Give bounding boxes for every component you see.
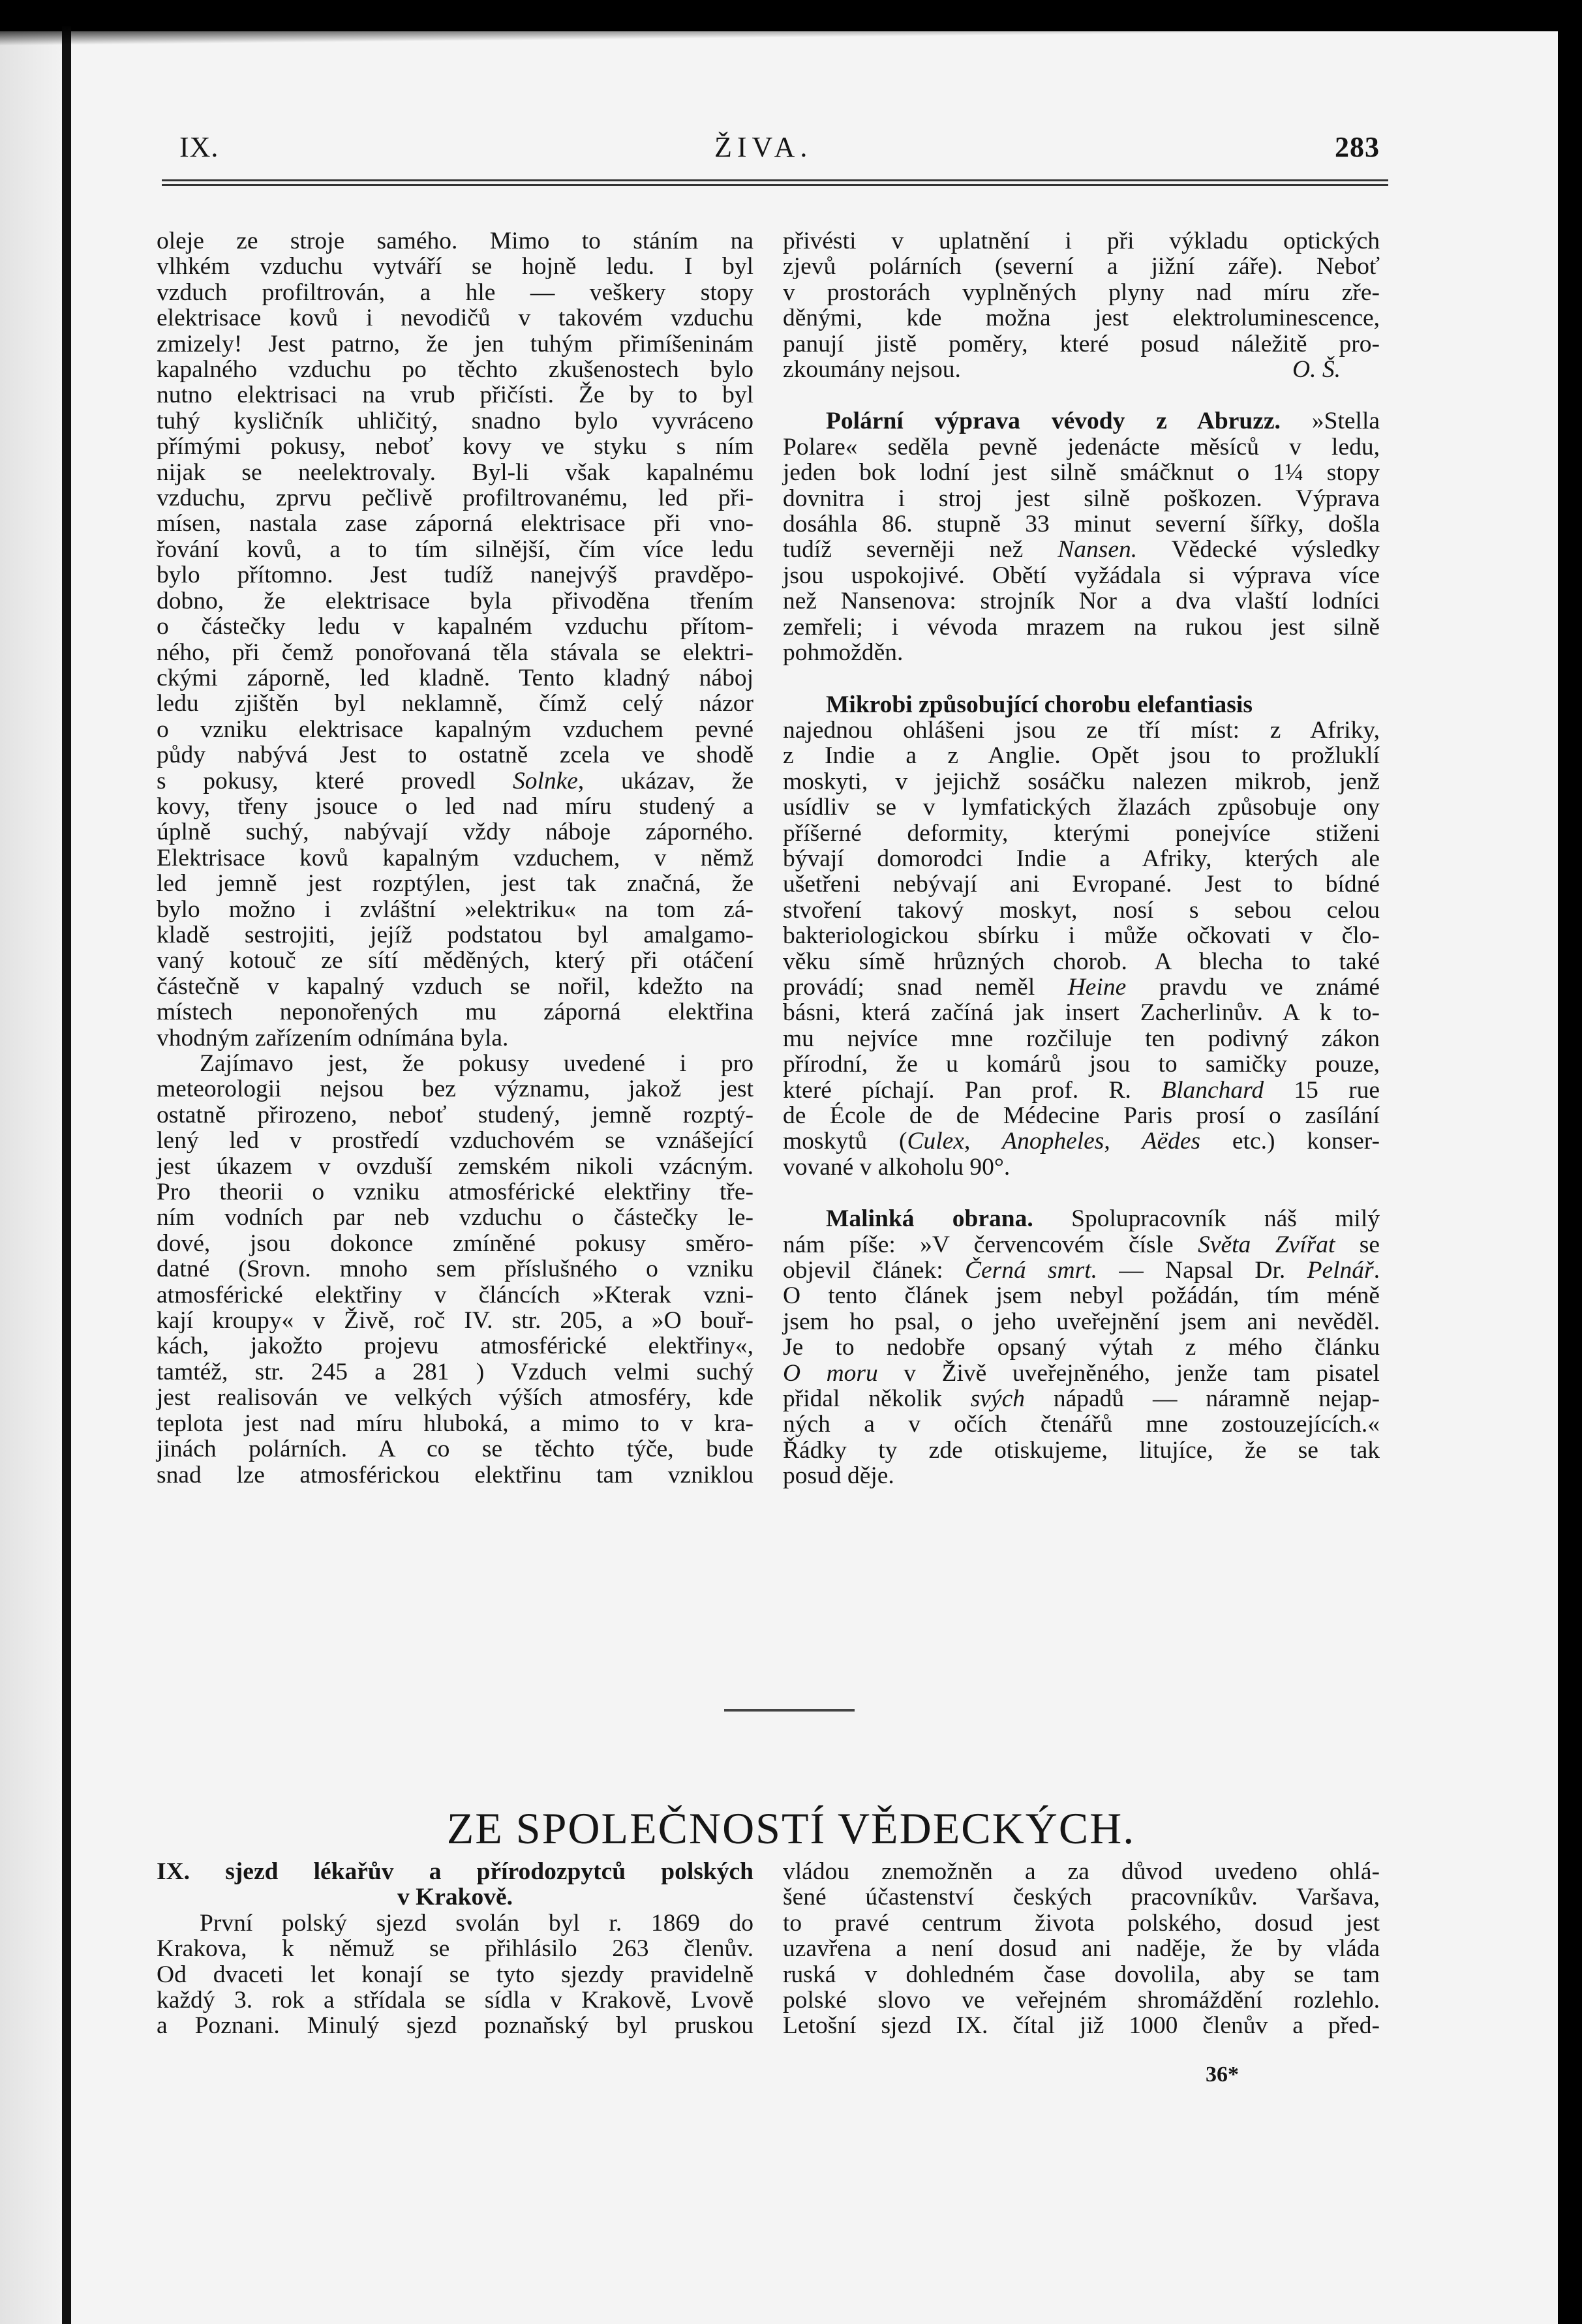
text-line: najednou ohlášeni jsou ze tří míst: z Afriky, <box>783 716 1380 744</box>
article-polar-expedition <box>783 408 1380 665</box>
text-line: Polare« seděla pevně jedenácte měsíců v ledu, <box>783 433 1380 460</box>
text-line: oleje ze stroje samého. Mimo to stáním na <box>157 228 753 254</box>
continuation-lines <box>783 228 1380 357</box>
text-line: led jemně jest rozptýlen, jest tak značná, že <box>157 870 753 898</box>
text-line: dosáhla 86. stupně 33 minut severní šířky, došla <box>783 511 1380 538</box>
text-line: bylo přítomno. Jest tudíž nanejvýš pravděpo- <box>157 562 753 589</box>
text-line: jest realisován ve velkých výších atmosféry, kde <box>157 1384 753 1411</box>
text-line: mísen, nastala zase záporná elektrisace při vno- <box>157 510 753 537</box>
volume-number: IX. <box>179 131 219 163</box>
text-line: ledu zjištěn byl neklamně, čímž celý názor <box>157 690 753 717</box>
text-line: ušetřeni nebývají ani Evropané. Jest to bídné <box>783 871 1380 898</box>
text-line: vzduch profiltrován, a hle — veškery stopy <box>157 279 753 306</box>
text-line: než Nansenova: strojník Nor a dva vlaští lodníci <box>783 588 1380 615</box>
text-line: Od dvaceti let konají se tyto sjezdy pravidelně <box>157 1961 753 1988</box>
text-line: de École de de Médecine Paris prosí o zasílání <box>783 1102 1380 1129</box>
text-line: z Indie a z Anglie. Opět jsou to prožluklí <box>783 742 1380 770</box>
text-line: jsem ho psal, o jeho uveřejnění jsem ani nevěděl. <box>783 1308 1380 1335</box>
text-line: datné (Srovn. mnoho sem příslušného o vzniku <box>157 1256 753 1283</box>
text-line: tudíž severněji než Nansen. Vědecké výsledky <box>783 536 1380 564</box>
section-heading: ZE SPOLEČNOSTÍ VĚDECKÝCH. <box>446 1803 1136 1854</box>
text-line: zjevů polárních (severní a jižní záře). Neboť <box>783 253 1380 280</box>
text-line: místech neponořených mu záporná elektřina <box>157 999 753 1026</box>
text-line: dovnitra i stroj jest silně poškozen. Výprava <box>783 485 1380 512</box>
text-line: Elektrisace kovů kapalným vzduchem, v němž <box>157 844 753 871</box>
text-line: přidal několik svých nápadů — náramně nejap- <box>783 1385 1380 1413</box>
text-line: teplota jest nad míru hluboká, a mimo to v kra- <box>157 1410 753 1437</box>
text-line: nijak se neelektrovaly. Byl-li však kapalnému <box>157 459 753 486</box>
text-line: úplně suchý, nabývají vždy náboje záporného. <box>157 819 753 846</box>
text-line: půdy nabývá Jest to ostatně zcela ve shodě <box>157 742 753 769</box>
text-line: zemřeli; i vévoda mrazem na rukou jest silně <box>783 613 1380 641</box>
text-line: tuhý kysličník uhličitý, snadno bylo vyvráceno <box>157 407 753 434</box>
text-line: vzduchu, zprvu pečlivě profiltrovanému, led při- <box>157 485 753 512</box>
text-line: přímými pokusy, neboť kovy ve styku s ním <box>157 433 753 460</box>
text-line: polské slovo ve veřejném shromáždění rozlehlo. <box>783 1987 1380 2014</box>
text-line: věku símě hrůzných chorob. A blecha to také <box>783 948 1380 975</box>
article-elephantiasis <box>783 692 1380 1181</box>
congress-article-right <box>783 1859 1380 2039</box>
text-line: kapalného vzduchu po těchto zkušenostech bylo <box>157 356 753 384</box>
text-line: které píchají. Pan prof. R. Blanchard 15 rue <box>783 1076 1380 1104</box>
left-column <box>157 228 753 1488</box>
text-line: elektrisace kovů i nevodičů v takovém vzduchu <box>157 305 753 332</box>
text-line: příšerné deformity, kterými ponejvíce stiženi <box>783 819 1380 847</box>
journal-title: ŽIVA. <box>714 131 813 163</box>
article-small-defense <box>783 1206 1380 1488</box>
text-line: uzavřena a není dosud ani naděje, že by vláda <box>783 1935 1380 1963</box>
article-title: Polární výprava vévody z Abruzz. <box>826 408 1281 435</box>
binding-gutter <box>0 31 62 2324</box>
text-line: řování kovů, a to tím silnější, čím více ledu <box>157 536 753 563</box>
text-line: kách, jakožto projevu atmosférické elektřiny«, <box>157 1333 753 1360</box>
text-line: mu nejvíce mne rozčiluje ten podivný zákon <box>783 1025 1380 1052</box>
text-line: meteorologii nejsou bez významu, jakož jest <box>157 1076 753 1103</box>
text-line: o částečky ledu v kapalném vzduchu přítom- <box>157 613 753 641</box>
text-line: zkoumány nejsou. O. Š. <box>783 356 1341 384</box>
text-line: a Poznani. Minulý sjezd poznaňský byl pruskou <box>157 2012 753 2040</box>
text-line: atmosférické elektřiny v článcích »Kterak vzni- <box>157 1281 753 1308</box>
article-title-line: Polární výprava vévody z Abruzz. »Stella <box>826 408 1380 435</box>
text-line: panují jistě poměry, které posud náležitě pro- <box>783 330 1380 357</box>
article-title-cont: v Krakově. <box>397 1884 513 1911</box>
text-line: vládou znemožněn a za důvod uvedeno ohlá- <box>783 1858 1380 1885</box>
text-line: lený led v prostředí vzduchovém se vznášející <box>157 1127 753 1154</box>
text-line: jeden bok lodní jest silně smáčknut o 1¼ stopy <box>783 459 1380 487</box>
text-line: O moru v Živě uveřejněného, jenže tam pisatel <box>783 1359 1380 1387</box>
text-line: bývají domorodci Indie a Afriky, kterých ale <box>783 845 1380 872</box>
text-line: ruská v dohledném čase dovolila, aby se tam <box>783 1961 1380 1988</box>
text-line: s pokusy, které provedl Solnke, ukázav, že <box>157 767 753 794</box>
right-column <box>783 228 1380 1489</box>
text-line: básni, která začíná jak insert Zacherlinův. A k to- <box>783 999 1380 1027</box>
text-line: ckými záporně, led kladně. Tento kladný náboj <box>157 664 753 691</box>
author-signature: O. Š. <box>1292 356 1341 384</box>
text-line: vhodným zařízením odnímána byla. <box>157 1024 509 1051</box>
text-line: bakteriologickou sbírku i může očkovati v člo- <box>783 922 1380 950</box>
left-lines-a <box>157 228 753 768</box>
text-line: bylo možno i zvláštní »elektriku« na tom zá- <box>157 896 753 923</box>
text-line: to pravé centrum života polského, dosud jest <box>783 1909 1380 1937</box>
text-line: snad lze atmosférickou elektřinu tam vzniklou <box>157 1461 753 1488</box>
text-line: objevil článek: Černá smrt. — Napsal Dr. Pelnář. <box>783 1257 1380 1284</box>
text-line: vaný kotouč ze sítí měděných, který při otáčení <box>157 947 753 974</box>
text-line: ných a v očích čtenářů mne zostouzejících.« <box>783 1411 1380 1438</box>
text-line: O tento článek jsem nebyl požádán, tím méně <box>783 1282 1380 1310</box>
text-line: jest úkazem v ovzduší zemském nikoli vzácným. <box>157 1153 753 1180</box>
text-line: kladě sestrojiti, jejíž podstatou byl amalgamo- <box>157 921 753 948</box>
text-line: děnými, kde možna jest elektroluminescence, <box>783 305 1380 332</box>
text-line: vlhkém vzduchu vytváří se hojně ledu. I byl <box>157 253 753 280</box>
text-line: jsou uspokojivé. Obětí vyžádala si výprava více <box>783 562 1380 589</box>
text-line: Letošní sjezd IX. čítal již 1000 členův a před- <box>783 2012 1380 2040</box>
text-line: ostatně přirozeno, neboť studený, jemně rozptý- <box>157 1101 753 1128</box>
paragraph-meteorology <box>157 1051 753 1488</box>
text-line: přírodní, že u komárů jsou to samičky pouze, <box>783 1051 1380 1078</box>
text-line: nám píše: »V červencovém čísle Světa Zvířat se <box>783 1231 1380 1258</box>
text-line: tamtéž, str. 245 a 281 ) Vzduch velmi suchý <box>157 1358 753 1385</box>
text-line: První polský sjezd svolán byl r. 1869 do <box>200 1909 753 1937</box>
binding-edge <box>62 26 71 2324</box>
congress-article-left <box>157 1859 753 2039</box>
header-double-rule <box>162 179 1388 186</box>
left-lines-b <box>157 794 753 1051</box>
article-title-line: Malinká obrana. Spolupracovník náš milý <box>826 1205 1380 1233</box>
text-line: částečně v kapalný vzduch se nořil, kdežto na <box>157 973 753 1000</box>
text-line: Zajímavo jest, že pokusy uvedené i pro <box>200 1050 753 1077</box>
article-title: Mikrobi způsobující chorobu elefantiasis <box>826 691 1253 718</box>
printer-signature-mark: 36* <box>1206 2062 1239 2087</box>
text-line: moskyti, v jejichž sosáčku nalezen mikrob, jenž <box>783 768 1380 795</box>
text-line: Řádky ty zde otiskujeme, litujíce, že se tak <box>783 1436 1380 1464</box>
text-line: nutno elektrisaci na vrub přičísti. Že by to byl <box>157 382 753 409</box>
text-line: o vzniku elektrisace kapalným vzduchem pevné <box>157 716 753 743</box>
text-line: provádí; snad neměl Heine pravdu ve známé <box>783 973 1380 1001</box>
author-name: Solnke <box>512 767 578 794</box>
text-line: vované v alkoholu 90°. <box>783 1153 1011 1181</box>
text-line: pohmožděn. <box>783 639 904 667</box>
page-number: 283 <box>1335 131 1380 163</box>
text-line: Pro theorii o vzniku atmosférické elektřiny tře- <box>157 1179 753 1206</box>
scan-right-edge <box>1558 0 1582 2324</box>
text-line: posud děje. <box>783 1462 894 1490</box>
article-title: IX. sjezd lékařův a přírodozpytců polských <box>157 1858 753 1885</box>
text-line: dobno, že elektrisace byla přivoděna třením <box>157 587 753 614</box>
text-line: jinách polárních. A co se těchto týče, bude <box>157 1436 753 1463</box>
text-line: dové, jsou dokonce zmíněné pokusy směro- <box>157 1230 753 1257</box>
text-line: ného, při čemž ponořovaná těla stávala se elektri- <box>157 639 753 666</box>
text-line: kovy, třeny jsouce o led nad míru studený a <box>157 792 753 820</box>
text-line: stvoření takový moskyt, nosí s sebou celou <box>783 896 1380 924</box>
running-header <box>179 130 1380 170</box>
text-line: v prostorách vyplněných plyny nad míru zře- <box>783 279 1380 306</box>
text-line: každý 3. rok a střídala se sídla v Krakově, Lvově <box>157 1987 753 2014</box>
text-line: kají kroupy« v Živě, roč IV. str. 205, a »O bouř- <box>157 1307 753 1335</box>
text-line: usídliv se v lymfatických žlazách způsobuje ony <box>783 794 1380 821</box>
text-line: šené účastenství českých pracovníkův. Varšava, <box>783 1884 1380 1911</box>
text-line: zmizely! Jest patrno, že jen tuhým přimíšeninám <box>157 330 753 357</box>
text-line: moskytů (Culex, Anopheles, Aëdes etc.) konser- <box>783 1128 1380 1155</box>
text-line: ním vodních par neb vzduchu o částečky le- <box>157 1204 753 1231</box>
text-line: přivésti v uplatnění i při výkladu optických <box>783 228 1380 254</box>
text-line: Je to nedobře opsaný výtah z mého článku <box>783 1334 1380 1361</box>
text-line: Krakova, k němuž se přihlásilo 263 členův. <box>157 1935 753 1963</box>
section-divider <box>724 1709 855 1712</box>
